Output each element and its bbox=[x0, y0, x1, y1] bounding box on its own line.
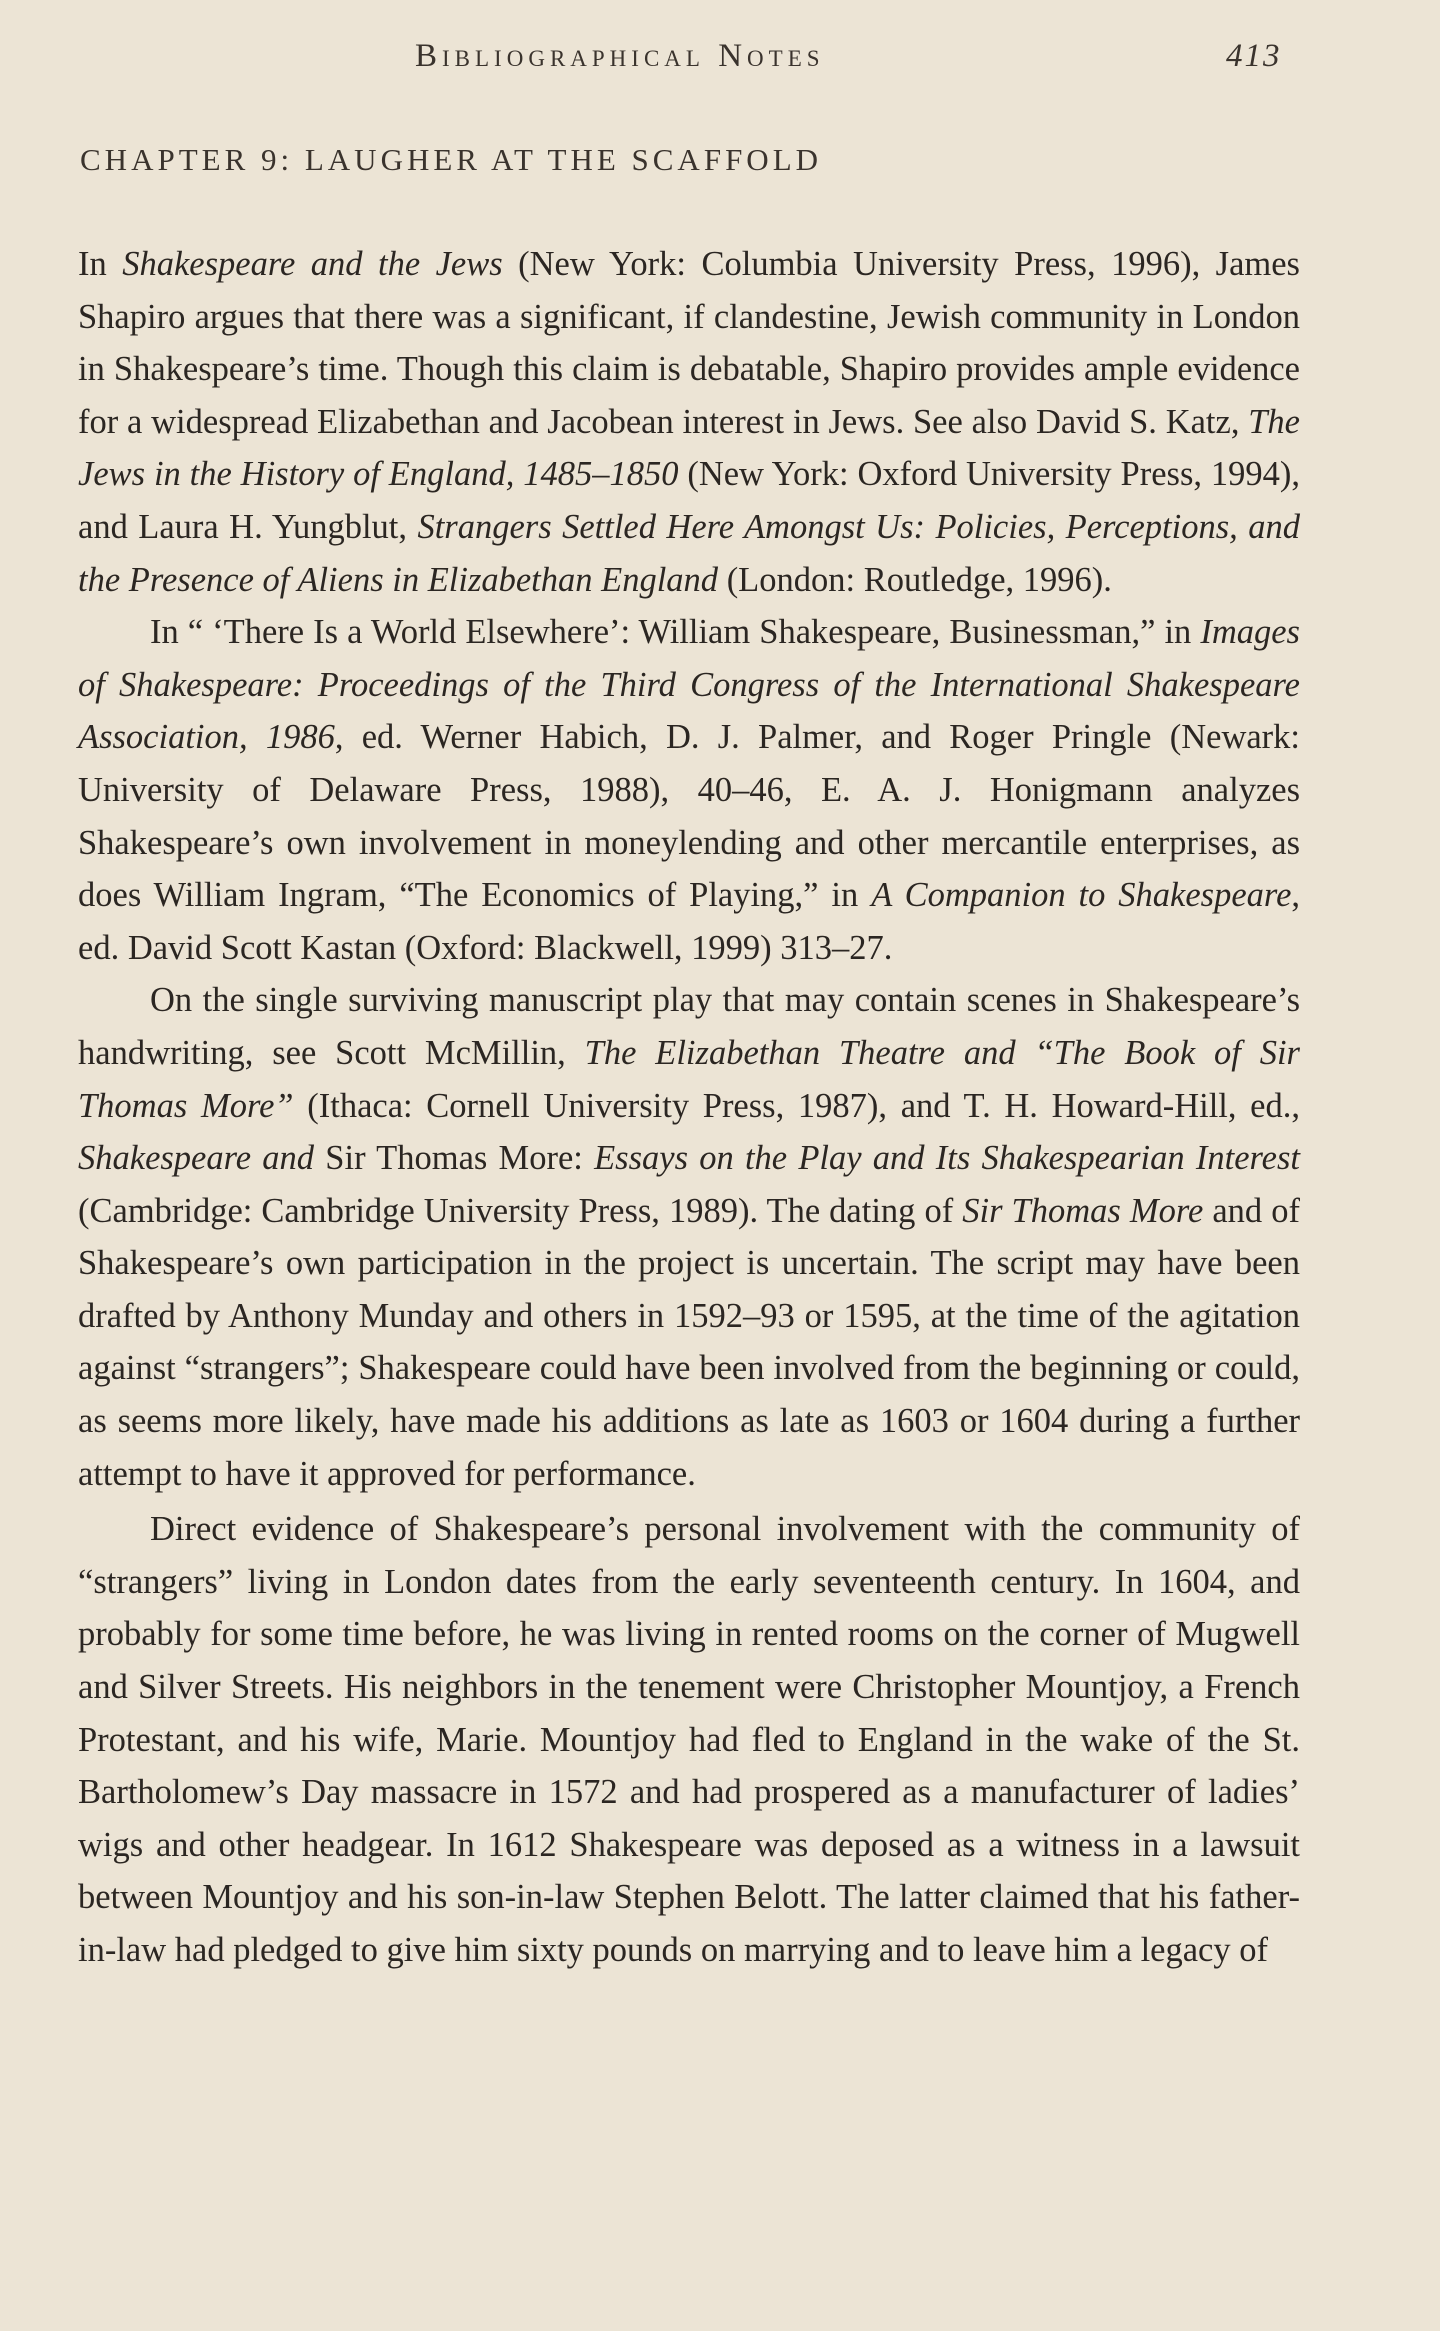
page-number: 413 bbox=[1226, 38, 1282, 74]
italic-title-text: A Companion to Shakespeare bbox=[871, 876, 1292, 915]
italic-title-text: The Jews in the History of England, 1485–1850 bbox=[78, 402, 1300, 494]
paragraph-text: On the single surviving manuscript play that may contain scenes in Shakespeare’s handwriting, see Scott McMillin, bbox=[78, 981, 1300, 1072]
italic-title-text: Sir Thomas More bbox=[962, 1191, 1204, 1230]
paragraph-3 bbox=[78, 974, 1300, 1500]
paragraph-2 bbox=[78, 606, 1300, 974]
italic-title-text: Shakespeare and bbox=[78, 1139, 315, 1178]
paragraph-text: (Cambridge: Cambridge University Press, 1989). The dating of bbox=[78, 1191, 963, 1230]
paragraph-text: Direct evidence of Shakespeare’s personal involvement with the community of “strangers” living in London dates from the early seventeenth century. In 1604, and probably for some time before, he was living in rented rooms on the corner of Mugwell and Silver Streets. His neighbors in the tenement were Christopher Mountjoy, a French Protestant, and his wife, Marie. Mountjoy had fled to England in the wake of the St. Bartholomew’s Day massacre in 1572 and had prospered as a manufacturer of ladies’ wigs and other headgear. In 1612 Shakespeare was deposed as a witness in a lawsuit between Mountjoy and his son-in-law Stephen Belott. The latter claimed that his father-in-law had pledged to give him sixty pounds on marrying and to leave him a legacy of bbox=[78, 1510, 1300, 1969]
paragraph-1 bbox=[78, 238, 1300, 606]
paragraph-text: In bbox=[78, 245, 123, 283]
paragraph-text: (London: Routledge, 1996). bbox=[718, 560, 1112, 599]
paragraph-text: (Ithaca: Cornell University Press, 1987), and T. H. Howard-Hill, ed., bbox=[293, 1086, 1300, 1125]
paragraph-text: (New York: Oxford University Press, 1994), and Laura H. Yungblut, bbox=[78, 455, 1300, 546]
paragraph-text: In “ ‘There Is a World Elsewhere’: William Shakespeare, Businessman,” in bbox=[150, 613, 1201, 652]
paragraph-text: (New York: Columbia University Press, 1996), James Shapiro argues that there was a significant, if clandestine, Jewish community in London in Shakespeare’s time. Though this claim is debatable, Shapiro provides ample evidence for a widespread Elizabethan and Jacobean interest in Jews. See also David S. Katz, bbox=[78, 245, 1300, 441]
italic-title-text: Shakespeare and the Jews bbox=[122, 245, 503, 283]
running-head bbox=[0, 38, 1440, 82]
paragraph-4 bbox=[78, 1503, 1300, 1976]
paragraph-text: , ed. Werner Habich, D. J. Palmer, and Roger Pringle (Newark: University of Delaware Press, 1988), 40–46, E. A. J. Honigmann analyzes Shakespeare’s own involvement in moneylending and other mercantile enterprises, as does William Ingram, “The Economics of Playing,” in bbox=[78, 718, 1301, 915]
paragraph-text: and of Shakespeare’s own participation in the project is uncertain. The script may have been drafted by Anthony Munday and others in 1592–93 or 1595, at the time of the agitation against “strangers”; Shakespeare could have been involved from the beginning or could, as seems more likely, have made his additions as late as 1603 or 1604 during a further attempt to have it approved for performance. bbox=[78, 1191, 1300, 1493]
running-title: Bibliographical Notes bbox=[415, 38, 825, 74]
chapter-heading: CHAPTER 9: LAUGHER AT THE SCAFFOLD bbox=[80, 142, 823, 177]
paragraph-text: Sir Thomas More: bbox=[314, 1139, 595, 1178]
body-text bbox=[78, 238, 1300, 1977]
italic-title-text: The Elizabethan Theatre and “The Book of Sir Thomas More” bbox=[78, 1033, 1300, 1125]
italic-title-text: Images of Shakespeare: Proceedings of the Third Congress of the International Shakespeare Association, 1986 bbox=[78, 613, 1300, 757]
paragraph-text: , ed. David Scott Kastan (Oxford: Blackwell, 1999) 313–27. bbox=[78, 876, 1301, 967]
italic-title-text: Strangers Settled Here Amongst Us: Policies, Perceptions, and the Presence of Aliens in Elizabethan England bbox=[78, 507, 1300, 599]
italic-title-text: Essays on the Play and Its Shakespearian Interest bbox=[594, 1139, 1300, 1178]
